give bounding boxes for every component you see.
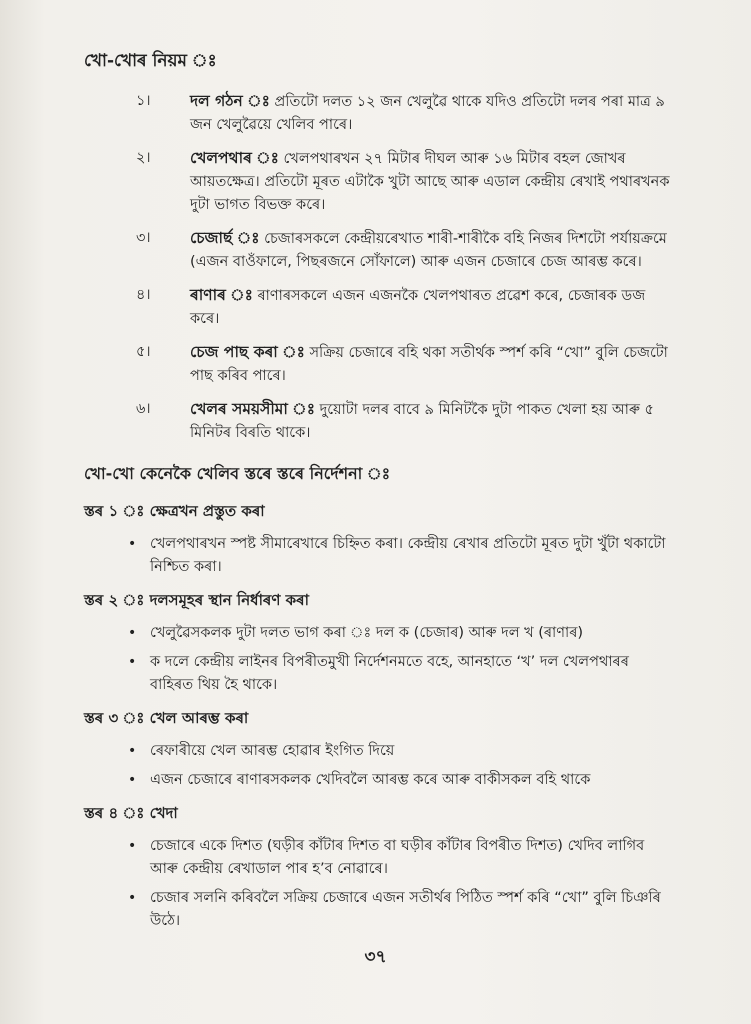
rule-item	[80, 284, 670, 331]
list-item	[80, 740, 670, 763]
step-bullets	[80, 740, 670, 792]
bullet-dot: •	[128, 838, 137, 854]
bullet-text: চেজাৰে একে দিশত (ঘড়ীৰ কাঁটাৰ দিশত বা ঘড়ীৰ কাঁটাৰ বিপৰীত দিশত) খেদিব লাগিব আৰু কেন্দ্ৰীয় ৰেখাডাল পাৰ হ’ব নোৱাৰে।	[150, 838, 645, 877]
step-title: স্তৰ ৩ ঃ খেল আৰম্ভ কৰা	[84, 709, 249, 727]
steps-heading: খো-খো কেনেকৈ খেলিব স্তৰে স্তৰে নিৰ্দেশনা ঃ	[84, 464, 391, 483]
step-title: স্তৰ ২ ঃ দলসমূহৰ স্থান নিৰ্ধাৰণ কৰা	[84, 591, 309, 609]
rule-body: চেজাৰসকলে কেন্দ্ৰীয়ৰেখাত শাৰী-শাৰীকৈ বহি নিজৰ দিশটো পৰ্যায়ক্ৰমে (এজন বাওঁফালে, পিছৰজনে সোঁফালে) আৰু এজন চেজাৰে চেজ আৰম্ভ কৰে।	[190, 231, 667, 270]
bullet-dot: •	[128, 772, 137, 788]
rule-item	[80, 147, 670, 217]
rule-item	[80, 90, 670, 137]
bullet-dot: •	[128, 654, 137, 670]
page-number: ৩৭	[364, 947, 387, 967]
rule-title: চেজাৰ্ছ ঃ	[190, 229, 260, 247]
step-bullets	[80, 622, 670, 697]
step-title: স্তৰ ৪ ঃ খেদা	[84, 804, 178, 822]
bullet-dot: •	[128, 890, 137, 906]
page-content	[80, 40, 670, 939]
rule-number: ৬।	[136, 401, 151, 417]
list-item	[80, 769, 670, 792]
bullet-dot: •	[128, 625, 137, 641]
list-item	[80, 622, 670, 645]
list-item	[80, 651, 670, 697]
rule-text	[176, 227, 670, 274]
rule-body: ৰাণাৰসকলে এজন এজনকৈ খেলপথাৰত প্ৰৱেশ কৰে, চেজাৰক ডজ কৰে।	[190, 288, 646, 327]
step-bullets	[80, 835, 670, 933]
rule-body: প্ৰতিটো দলত ১২ জন খেলুৱৈ থাকে যদিও প্ৰতিটো দলৰ পৰা মাত্ৰ ৯ জন খেলুৱৈয়ে খেলিব পাৰে।	[190, 94, 665, 133]
list-item	[80, 533, 670, 579]
rule-title: খেলপথাৰ ঃ	[190, 149, 279, 167]
bullet-text: ৰেফাৰীয়ে খেল আৰম্ভ হোৱাৰ ইংগিত দিয়ে	[150, 743, 395, 759]
list-item	[80, 835, 670, 881]
rule-item	[80, 227, 670, 274]
rule-number: ৪।	[136, 287, 151, 303]
rule-text	[176, 147, 670, 217]
rule-body: দুয়োটা দলৰ বাবে ৯ মিনিটকৈ দুটা পাকত খেলা হয় আৰু ৫ মিনিটৰ বিৰতি থাকে।	[190, 402, 654, 441]
rule-title: ৰাণাৰ ঃ	[190, 286, 253, 304]
list-item	[80, 887, 670, 933]
rule-number: ১।	[136, 93, 151, 109]
bullet-text: খেলুৱৈসকলক দুটা দলত ভাগ কৰা ঃ দল ক (চেজাৰ) আৰু দল খ (ৰাণাৰ)	[150, 625, 584, 641]
bullet-dot: •	[128, 536, 137, 552]
bullet-dot: •	[128, 743, 137, 759]
rule-body: খেলপথাৰখন ২৭ মিটাৰ দীঘল আৰু ১৬ মিটাৰ বহল জোখৰ আয়তক্ষেত্ৰ। প্ৰতিটো মূৰত এটাকৈ খুটা আছে আৰু এডাল কেন্দ্ৰীয় ৰেখাই পথাৰখনক দুটা ভাগত বিভক্ত কৰে।	[190, 151, 670, 213]
bullet-text: ক দলে কেন্দ্ৰীয় লাইনৰ বিপৰীতমুখী নিৰ্দেশনমতে বহে, আনহাতে ‘খ’ দল খেলপথাৰৰ বাহিৰত থিয় হৈ থাকে।	[150, 654, 629, 693]
rule-text	[176, 398, 670, 445]
bullet-text: খেলপথাৰখন স্পষ্ট সীমাৰেখাৰে চিহ্নিত কৰা। কেন্দ্ৰীয় ৰেখাৰ প্ৰতিটো মূৰত দুটা খুঁটা থকাটো নিশ্চিত কৰা।	[150, 536, 666, 575]
rule-title: চেজ পাছ কৰা ঃ	[190, 343, 305, 361]
rule-number: ৩।	[136, 230, 151, 246]
rule-text	[176, 284, 670, 331]
step-bullets	[80, 533, 670, 579]
rule-item	[80, 398, 670, 445]
step-title: স্তৰ ১ ঃ ক্ষেত্ৰখন প্ৰস্তুত কৰা	[84, 502, 265, 520]
rule-title: দল গঠন ঃ	[190, 92, 270, 110]
rule-title: খেলৰ সময়সীমা ঃ	[190, 400, 315, 418]
rule-text	[176, 341, 670, 388]
bullet-text: চেজাৰ সলনি কৰিবলৈ সক্ৰিয় চেজাৰে এজন সতীৰ্থৰ পিঠিত স্পৰ্শ কৰি “খো” বুলি চিঞৰি উঠে।	[150, 890, 661, 929]
rules-list	[80, 90, 670, 445]
rule-text	[176, 90, 670, 137]
rules-heading: খো-খোৰ নিয়ম ঃ	[84, 51, 217, 71]
rule-body: সক্ৰিয় চেজাৰে বহি থকা সতীৰ্থক স্পৰ্শ কৰি “খো” বুলি চেজটো পাছ কৰিব পাৰে।	[190, 345, 668, 384]
rule-item	[80, 341, 670, 388]
rule-number: ২।	[136, 150, 151, 166]
bullet-text: এজন চেজাৰে ৰাণাৰসকলক খেদিবলৈ আৰম্ভ কৰে আৰু বাকীসকল বহি থাকে	[150, 772, 591, 788]
rule-number: ৫।	[136, 344, 151, 360]
